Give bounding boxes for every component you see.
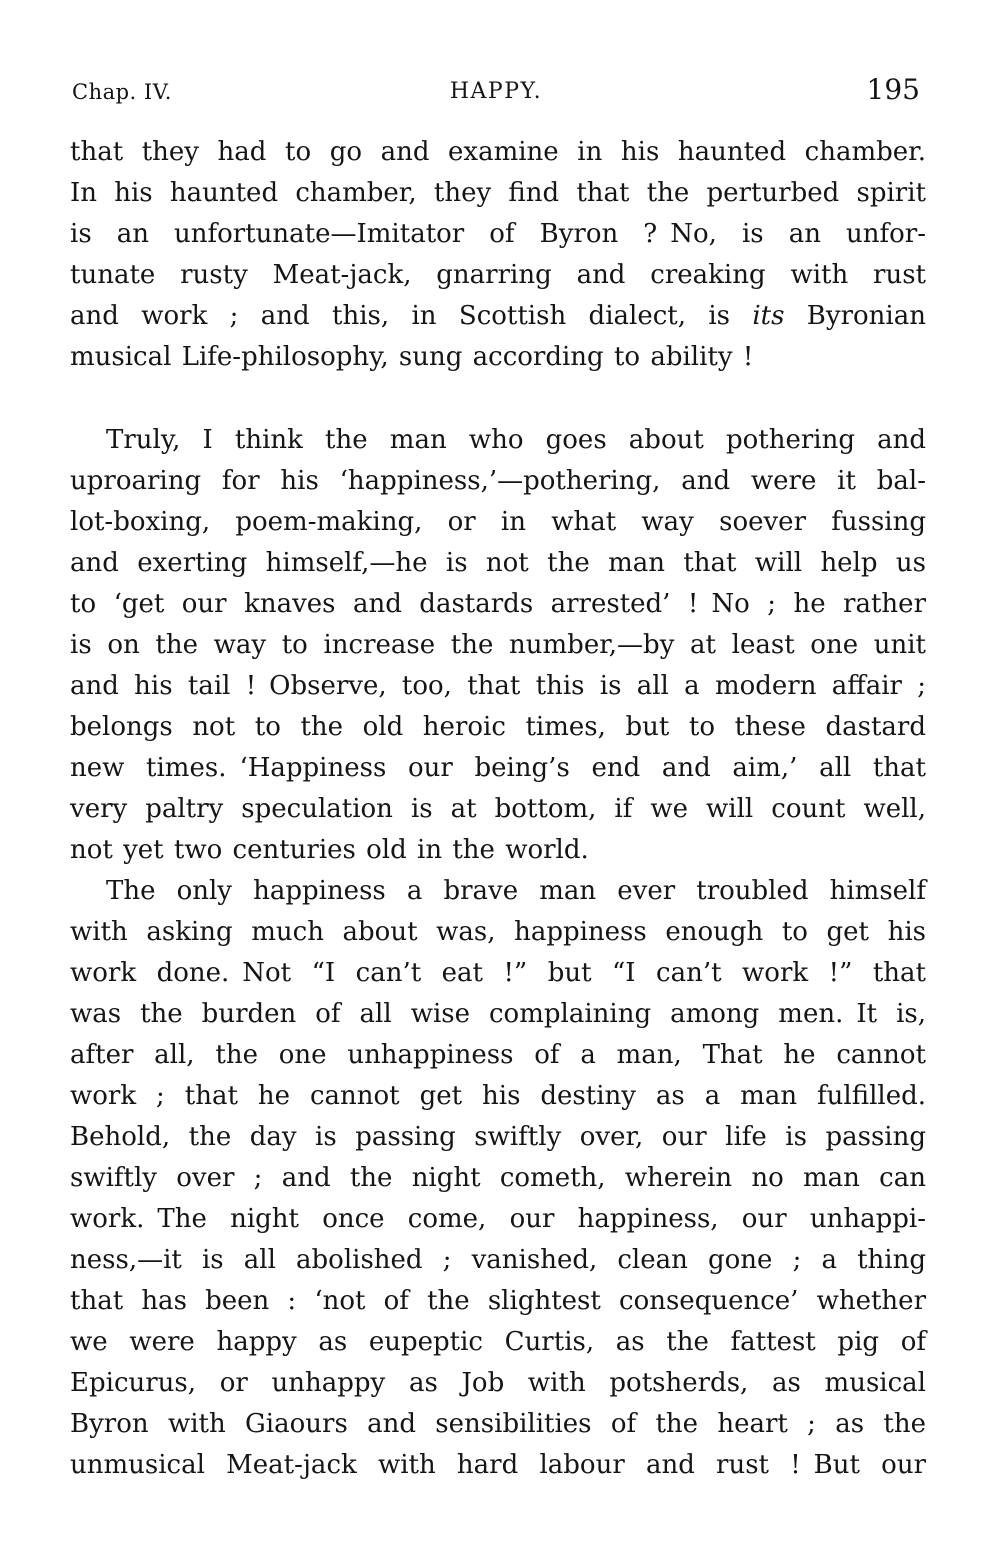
text-segment: and work ; and this, in Scottish dialect, is bbox=[70, 301, 753, 331]
text-line bbox=[70, 871, 926, 912]
text-segment: work done. Not “I can’t eat !” but “I can’t work !” that bbox=[70, 958, 926, 988]
text-line bbox=[70, 1363, 926, 1404]
text-segment: is an unfortunate—Imitator of Byron ? No, is an unfor- bbox=[70, 219, 926, 249]
text-segment: ness,—it is all abolished ; vanished, clean gone ; a thing bbox=[70, 1245, 926, 1275]
paragraph bbox=[70, 420, 926, 871]
text-segment: In his haunted chamber, they find that the perturbed spirit bbox=[70, 178, 926, 208]
text-line bbox=[70, 830, 926, 871]
text-line bbox=[70, 173, 926, 214]
text-line bbox=[70, 1240, 926, 1281]
text-segment: work ; that he cannot get his destiny as a man fulfilled. bbox=[70, 1081, 926, 1111]
text-line bbox=[70, 1322, 926, 1363]
text-line bbox=[70, 625, 926, 666]
text-segment: was the burden of all wise complaining among men. It is, bbox=[70, 999, 926, 1029]
text-line bbox=[70, 1158, 926, 1199]
text-line bbox=[70, 543, 926, 584]
text-segment: belongs not to the old heroic times, but to these dastard bbox=[70, 712, 926, 742]
text-segment: and his tail ! Observe, too, that this is all a modern affair ; bbox=[70, 671, 926, 701]
text-segment: and exerting himself,—he is not the man that will help us bbox=[70, 548, 926, 578]
page-body bbox=[70, 132, 926, 1486]
text-segment: Truly, I think the man who goes about pothering and bbox=[106, 425, 926, 455]
text-segment: Byronian bbox=[784, 301, 926, 331]
text-line bbox=[70, 296, 926, 337]
text-segment: to ‘get our knaves and dastards arrested’ ! No ; he rather bbox=[70, 589, 926, 619]
running-header bbox=[72, 70, 920, 104]
text-segment: Behold, the day is passing swiftly over, our life is passing bbox=[70, 1122, 926, 1152]
text-segment: with asking much about was, happiness enough to get his bbox=[70, 917, 926, 947]
text-segment: Epicurus, or unhappy as Job with potsherds, as musical bbox=[70, 1368, 926, 1398]
text-line bbox=[70, 132, 926, 173]
text-line bbox=[70, 502, 926, 543]
text-segment: work. The night once come, our happiness, our unhappi- bbox=[70, 1204, 926, 1234]
text-segment: lot-boxing, poem-making, or in what way soever fussing bbox=[70, 507, 926, 537]
text-line bbox=[70, 994, 926, 1035]
text-segment: musical Life-philosophy, sung according to ability ! bbox=[70, 342, 754, 372]
text-segment: uproaring for his ‘happiness,’—pothering, and were it bal- bbox=[70, 466, 926, 496]
text-line bbox=[70, 461, 926, 502]
text-line bbox=[70, 707, 926, 748]
text-line bbox=[70, 420, 926, 461]
text-segment: not yet two centuries old in the world. bbox=[70, 835, 589, 865]
text-line bbox=[70, 1445, 926, 1486]
text-segment: unmusical Meat-jack with hard labour and rust ! But our bbox=[70, 1450, 926, 1480]
paragraph bbox=[70, 132, 926, 378]
text-segment: that they had to go and examine in his haunted chamber. bbox=[70, 137, 926, 167]
text-line bbox=[70, 748, 926, 789]
text-segment: we were happy as eupeptic Curtis, as the fattest pig of bbox=[70, 1327, 926, 1357]
text-line bbox=[70, 1404, 926, 1445]
text-line bbox=[70, 666, 926, 707]
text-line bbox=[70, 912, 926, 953]
text-line bbox=[70, 953, 926, 994]
text-line bbox=[70, 789, 926, 830]
text-segment: after all, the one unhappiness of a man, That he cannot bbox=[70, 1040, 926, 1070]
text-segment: The only happiness a brave man ever troubled himself bbox=[106, 876, 926, 906]
text-line bbox=[70, 214, 926, 255]
text-line bbox=[70, 1117, 926, 1158]
text-segment: is on the way to increase the number,—by at least one unit bbox=[70, 630, 926, 660]
text-segment: very paltry speculation is at bottom, if we will count well, bbox=[70, 794, 926, 824]
text-line bbox=[70, 1199, 926, 1240]
text-line bbox=[70, 1076, 926, 1117]
paragraph bbox=[70, 871, 926, 1486]
text-segment: swiftly over ; and the night cometh, wherein no man can bbox=[70, 1163, 926, 1193]
text-line bbox=[70, 255, 926, 296]
chapter-label: Chap. IV. bbox=[72, 80, 172, 104]
text-segment: new times. ‘Happiness our being’s end and aim,’ all that bbox=[70, 753, 926, 783]
text-line bbox=[70, 337, 926, 378]
text-segment: tunate rusty Meat-jack, gnarring and creaking with rust bbox=[70, 260, 926, 290]
text-line bbox=[70, 1281, 926, 1322]
text-segment: Byron with Giaours and sensibilities of the heart ; as the bbox=[70, 1409, 926, 1439]
page-number: 195 bbox=[866, 73, 920, 106]
running-title: HAPPY. bbox=[449, 79, 543, 104]
text-line bbox=[70, 584, 926, 625]
emphasized-text: its bbox=[752, 301, 785, 331]
text-line bbox=[70, 1035, 926, 1076]
text-segment: that has been : ‘not of the slightest consequence’ whether bbox=[70, 1286, 926, 1316]
